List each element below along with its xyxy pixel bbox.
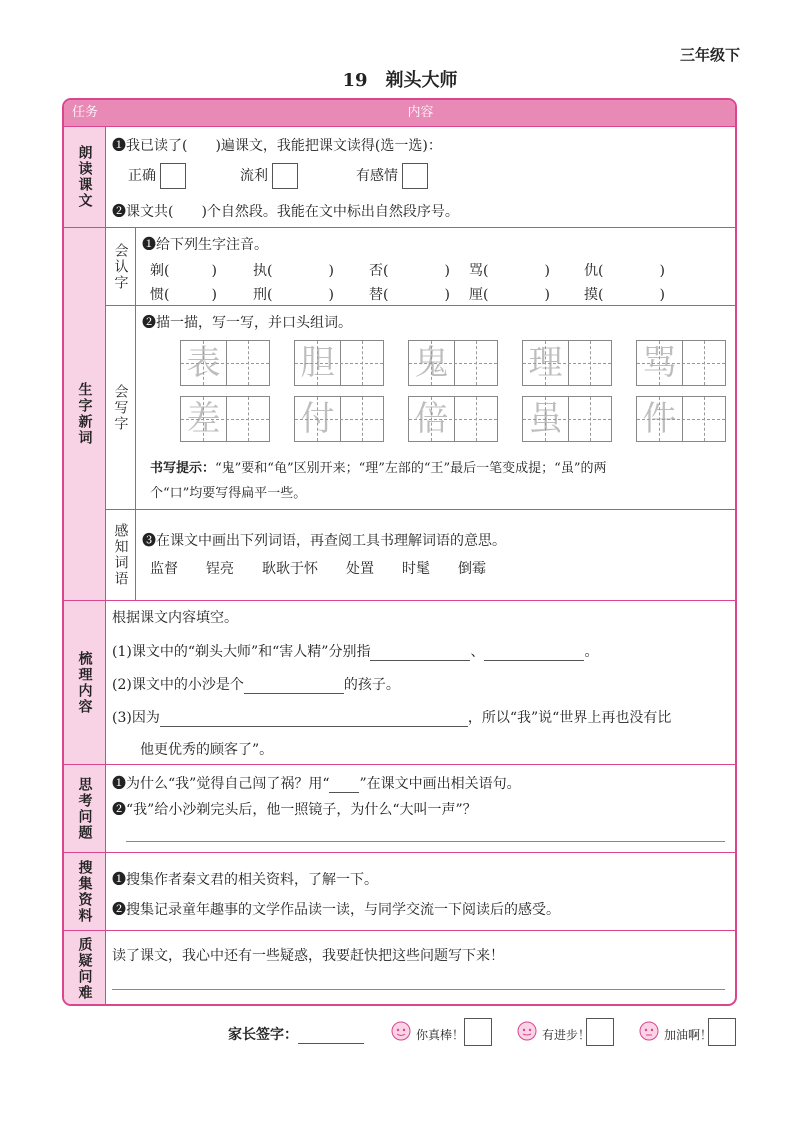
answer-blank[interactable]	[370, 660, 470, 661]
pinyin-item: 厘( )	[469, 287, 550, 303]
sun-face-icon	[514, 1018, 540, 1044]
checkbox-correct[interactable]	[160, 163, 186, 189]
grade-label: 三年级下	[679, 46, 740, 64]
writing-tip: 书写提示：“鬼”要和“龟”区别开来；“理”左部的“王”最后一笔变成提；“虽”的两	[150, 461, 607, 476]
grid-guide	[181, 419, 269, 420]
answer-line[interactable]	[126, 841, 725, 842]
sort-q1: (1)课文中的“剃头大师”和“害人精”分别指 、 。	[112, 644, 599, 660]
writing-cell[interactable]	[180, 340, 270, 386]
pinyin-item: 摸( )	[584, 287, 665, 303]
checkbox-fluent[interactable]	[272, 163, 298, 189]
grid-guide	[523, 363, 611, 364]
sub-label-perceive: 感知词语	[106, 509, 136, 600]
grid-guide	[637, 419, 725, 420]
trace-character: 差	[186, 399, 221, 439]
section-label-collect: 搜集资料	[64, 852, 106, 930]
pinyin-item: 刑( )	[253, 287, 334, 303]
lesson-title	[0, 66, 800, 92]
trace-character: 鬼	[414, 343, 449, 383]
header-content: 内容	[106, 100, 735, 126]
pinyin-item: 骂( )	[469, 263, 550, 279]
read-line2: ❷课文共( )个自然段。我能在文中标出自然段序号。	[112, 204, 459, 220]
answer-line[interactable]	[112, 989, 725, 990]
grid-guide	[637, 363, 725, 364]
rating-label: 加油啊！	[664, 1028, 713, 1042]
signature-label: 家长签字：	[228, 1024, 364, 1044]
subsection-write	[136, 305, 735, 509]
rating-box-cheer[interactable]	[708, 1018, 736, 1046]
section-sort	[106, 600, 735, 764]
grid-guide	[523, 419, 611, 420]
vocab-word: 倒霉	[458, 561, 486, 577]
signature-blank[interactable]	[298, 1043, 364, 1044]
collect-q1: ❶搜集作者秦文君的相关资料，了解一下。	[112, 872, 378, 888]
subsection-recognize	[136, 227, 735, 305]
sun-face-icon	[388, 1018, 414, 1044]
writing-cell[interactable]	[408, 396, 498, 442]
writing-cell[interactable]	[636, 396, 726, 442]
pinyin-item: 惯( )	[150, 287, 217, 303]
think-q2: ❷“我”给小沙剃完头后，他一照镜子，为什么“大叫一声”？	[112, 802, 477, 818]
section-collect	[106, 852, 735, 930]
writing-cell[interactable]	[522, 396, 612, 442]
subsection-perceive	[136, 509, 735, 600]
vocab-word: 处置	[346, 561, 374, 577]
lesson-number: 19	[342, 70, 368, 91]
answer-blank[interactable]	[244, 693, 344, 694]
trace-character: 理	[528, 343, 563, 383]
checkbox-expressive[interactable]	[402, 163, 428, 189]
think-q1: ❶为什么“我”觉得自己闯了祸？用“ ”在课文中画出相关语句。	[112, 776, 521, 792]
rating-box-progress[interactable]	[586, 1018, 614, 1046]
trace-character: 表	[186, 343, 221, 383]
read-line1: ❶我已读了( )遍课文，我能把课文读得(选一选)：	[112, 138, 442, 154]
sub-label-recognize: 会认字	[106, 227, 136, 305]
rating-label: 你真棒！	[416, 1028, 465, 1042]
grid-guide	[295, 363, 383, 364]
question-text: 读了课文，我心中还有一些疑惑，我要赶快把这些问题写下来！	[112, 948, 504, 964]
read-option-3: 有感情	[356, 163, 428, 189]
trace-character: 胆	[300, 343, 335, 383]
grid-guide	[181, 363, 269, 364]
perceive-instruction: ❸在课文中画出下列词语，再查阅工具书理解词语的意思。	[142, 533, 506, 549]
write-instruction: ❷描一描，写一写，并口头组词。	[142, 315, 352, 331]
writing-cell[interactable]	[180, 396, 270, 442]
section-label-read: 朗读课文	[64, 126, 106, 227]
pinyin-item: 剃( )	[150, 263, 217, 279]
trace-character: 付	[300, 399, 335, 439]
pinyin-item: 替( )	[369, 287, 450, 303]
writing-tip-cont: 个“口”均要写得扁平一些。	[150, 486, 307, 501]
section-label-question: 质疑问难	[64, 930, 106, 1006]
collect-q2: ❷搜集记录童年趣事的文学作品读一读，与同学交流一下阅读后的感受。	[112, 902, 560, 918]
recognize-instruction: ❶给下列生字注音。	[142, 237, 268, 253]
sort-q3: (3)因为 ，所以“我”说“世界上再也没有比	[112, 710, 672, 726]
rating-box-great[interactable]	[464, 1018, 492, 1046]
vocab-word: 锃亮	[206, 561, 234, 577]
sort-q3-cont: 他更优秀的顾客了”。	[140, 742, 274, 758]
sort-intro: 根据课文内容填空。	[112, 610, 238, 626]
writing-cell[interactable]	[522, 340, 612, 386]
trace-character: 虽	[528, 399, 563, 439]
answer-blank[interactable]	[160, 726, 468, 727]
rating-label: 有进步！	[542, 1028, 591, 1042]
sun-face-icon	[636, 1018, 662, 1044]
section-label-words: 生字新词	[64, 227, 106, 600]
grid-guide	[409, 363, 497, 364]
section-question	[106, 930, 735, 1006]
section-read	[106, 126, 735, 227]
section-label-sort: 梳理内容	[64, 600, 106, 764]
writing-cell[interactable]	[636, 340, 726, 386]
writing-cell[interactable]	[294, 340, 384, 386]
vocab-word: 耿耿于怀	[262, 561, 318, 577]
read-option-2: 流利	[240, 163, 298, 189]
pinyin-item: 执( )	[253, 263, 334, 279]
trace-character: 件	[642, 399, 677, 439]
underline-sample	[329, 792, 359, 793]
lesson-name: 剃头大师	[385, 70, 458, 91]
vocab-word: 时髦	[402, 561, 430, 577]
header-task: 任务	[64, 100, 107, 126]
section-think	[106, 764, 735, 852]
worksheet-table	[62, 98, 737, 1006]
read-option-1: 正确	[128, 163, 186, 189]
pinyin-item: 仇( )	[584, 263, 665, 279]
footer	[0, 1018, 800, 1048]
trace-character: 倍	[414, 399, 449, 439]
section-label-think: 思考问题	[64, 764, 106, 852]
sort-q2: (2)课文中的小沙是个 的孩子。	[112, 677, 400, 693]
trace-character: 骂	[642, 343, 677, 383]
grid-guide	[409, 419, 497, 420]
writing-cell[interactable]	[294, 396, 384, 442]
grid-guide	[295, 419, 383, 420]
writing-cell[interactable]	[408, 340, 498, 386]
sub-label-write: 会写字	[106, 305, 136, 509]
answer-blank[interactable]	[484, 660, 584, 661]
pinyin-item: 否( )	[369, 263, 450, 279]
vocab-word: 监督	[150, 561, 178, 577]
